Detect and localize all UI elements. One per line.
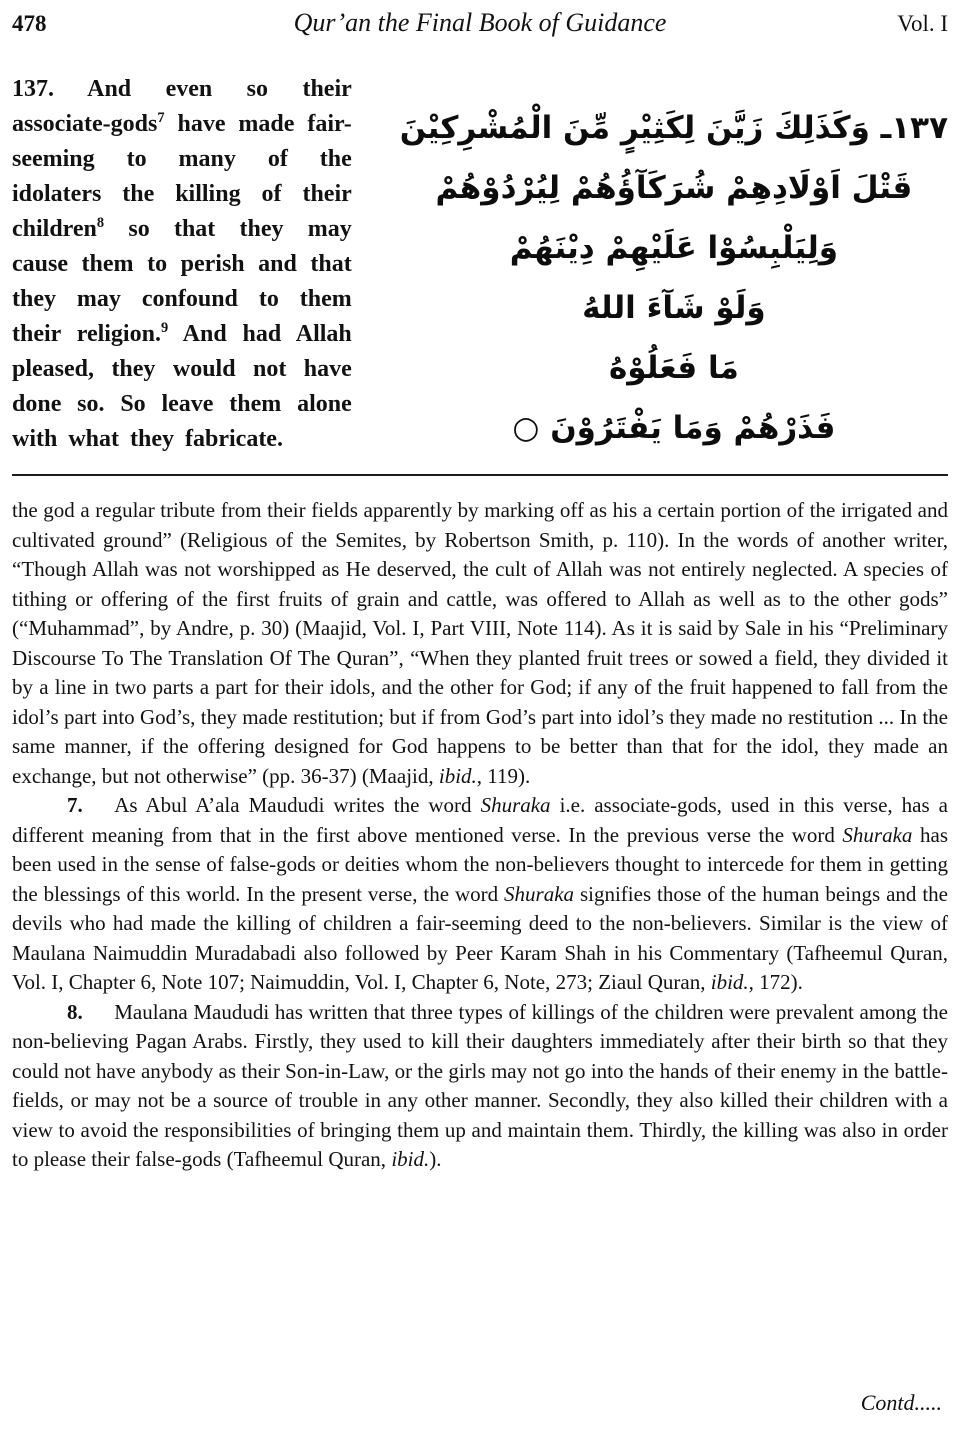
footnote-continuation: the god a regular tribute from their fields apparently by marking off as his a certain portion of the irrigated and cultivated ground” (Religious of the Semites, by Robertson Smith, p. 110). In the words of another writer, “Though Allah was not worshipped as He deserved, the cult of Allah was not entirely neglected. A species of tithing or offering of the first fruits of grain and cattle, was offered to Allah as well as to the other gods” (“Muhammad”, by Andre, p. 30) (Maajid, Vol. I, Part VIII, Note 114). As it is said by Sale in his “Preliminary Discourse To The Translation Of The Quran”, “When they planted fruit trees or sowed a field, they divided it by a line in two parts a part for their idols, and the other for God; if any of the fruit happened to fall from the idol’s part into God’s, they made restitution; but if from God’s part into idol’s they made no restitution ... In the same manner, if the offering designed for God happens to be better than that for the idol, they made an exchange, but not otherwise” (pp. 36-37) (Maajid, ibid., 119). <box>12 498 948 788</box>
verse-section <box>12 72 948 458</box>
continued-label: Contd..... <box>860 1390 942 1415</box>
arabic-line: مَا فَعَلُوْهُ <box>608 350 739 386</box>
arabic-line: وَلَوْ شَآءَ اللهُ <box>582 290 766 326</box>
arabic-verse <box>400 72 948 458</box>
arabic-line: وَلِيَلْبِسُوْا عَلَيْهِمْ دِيْنَهُمْ <box>509 230 839 266</box>
arabic-line: ١٣٧ـ وَكَذَلِكَ زَيَّنَ لِكَثِيْرٍ مِّنَ الْمُشْرِكِيْنَ <box>399 110 948 146</box>
verse-translation: 137. And even so their associate-gods$^7$ have made fair-seeming to many of the idolaters the killing of their children$^8$ so that they may cause them to perish and that they may confound to them their religion.$^9$ And had Allah pleased, they would not have done so. So leave them alone with what they fabricate. <box>12 76 352 452</box>
arabic-line: قَتْلَ اَوْلَادِهِمْ شُرَكَآؤُهُمْ لِيُرْدُوْهُمْ <box>435 170 913 206</box>
arabic-line: فَذَرْهُمْ وَمَا يَفْتَرُوْنَ ○ <box>512 410 836 446</box>
book-title: Qur’an the Final Book of Guidance <box>293 8 667 37</box>
footnotes-section <box>12 496 948 1175</box>
footnote-7: 7. As Abul A’ala Maududi writes the word Shuraka i.e. associate-gods, used in this verse, has a different meaning from that in the first above mentioned verse. In the previous verse the word Shuraka has been used in the sense of false-gods or deities whom the non-believers thought to intercede for them in getting the blessings of this world. In the present verse, the word Shuraka signifies those of the human beings and the devils who had made the killing of children a fair-seeming deed to the non-believers. Similar is the view of Maulana Naimuddin Muradabadi also followed by Peer Karam Shah in his Commentary (Tafheemul Quran, Vol. I, Chapter 6, Note 107; Naimuddin, Vol. I, Chapter 6, Note, 273; Ziaul Quran, ibid., 172). <box>12 793 948 994</box>
section-divider <box>12 474 948 476</box>
footnote-8: 8. Maulana Maududi has written that three types of killings of the children were prevalent among the non-believing Pagan Arabs. Firstly, they used to kill their daughters immediately after their birth so that they could not have anybody as their Son-in-Law, or the girls may not go into the hands of their enemy in the battle-fields, or may not be a source of trouble in any other manner. Secondly, they also killed their children with a view to avoid the responsibilities of bringing them up and maintain them. Thirdly, the killing was also in order to please their false-gods (Tafheemul Quran, ibid.). <box>12 999 948 1171</box>
page-header <box>12 8 948 38</box>
page-number: 478 <box>12 11 47 36</box>
volume-label: Vol. I <box>897 11 948 36</box>
